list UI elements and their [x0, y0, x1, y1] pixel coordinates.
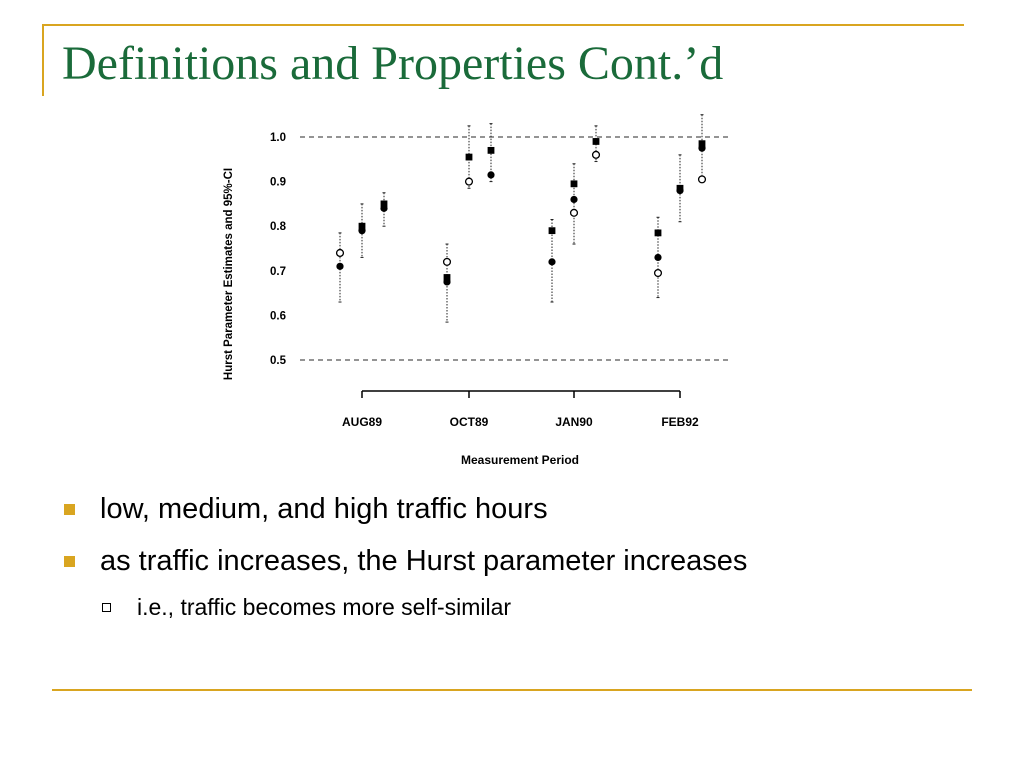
y-tick-label: 0.6 [270, 310, 286, 323]
bullet-square-icon [64, 504, 75, 515]
reference-lines [300, 137, 732, 360]
estimate-square [593, 138, 600, 145]
estimate-circle [337, 250, 344, 257]
estimate-dot [654, 254, 661, 261]
estimate-circle [444, 258, 451, 265]
data-marks [336, 115, 705, 322]
hurst-chart [214, 106, 744, 476]
estimate-circle [466, 178, 473, 185]
bullet-list [62, 488, 962, 622]
estimate-square [381, 201, 388, 208]
estimate-square [571, 180, 578, 187]
estimate-square [699, 140, 706, 147]
estimate-circle [593, 151, 600, 158]
y-tick-label: 1.0 [270, 132, 286, 144]
frame-bottom-rule [52, 689, 972, 691]
bullet-item [62, 540, 962, 582]
estimate-square [677, 185, 684, 192]
x-tick-label: FEB92 [661, 415, 699, 429]
bullet-text: low, medium, and high traffic hours [100, 492, 548, 525]
sub-bullet-item [102, 592, 962, 622]
x-tick-label: JAN90 [555, 415, 593, 429]
frame-left-rule [42, 24, 44, 96]
y-tick-label: 0.7 [270, 265, 286, 278]
estimate-square [488, 147, 495, 154]
estimate-square [359, 223, 366, 230]
hollow-box-bullet-icon [102, 603, 111, 612]
slide-title: Definitions and Properties Cont.’d [62, 37, 724, 90]
x-tick-label: AUG89 [341, 415, 383, 429]
estimate-square [466, 154, 473, 161]
x-axis [342, 391, 699, 429]
sub-bullet-text: i.e., traffic becomes more self-similar [137, 593, 512, 620]
estimate-dot [548, 258, 555, 265]
y-tick-label: 0.9 [270, 176, 286, 189]
estimate-square [444, 274, 451, 281]
y-tick-labels [270, 132, 287, 367]
bullet-square-icon [64, 556, 75, 567]
estimate-circle [571, 209, 578, 216]
estimate-dot [570, 196, 577, 203]
y-tick-label: 0.8 [270, 221, 286, 234]
frame-top-rule [42, 24, 964, 26]
x-axis-label: Measurement Period [460, 453, 580, 467]
y-axis-label: Hurst Parameter Estimates and 95%-CI [223, 167, 235, 381]
estimate-circle [655, 270, 662, 277]
estimate-circle [699, 176, 706, 183]
y-tick-label: 0.5 [270, 355, 286, 367]
estimate-square [655, 229, 662, 236]
x-tick-label: OCT89 [449, 415, 489, 429]
estimate-square [549, 227, 556, 234]
bullet-item [62, 488, 962, 530]
estimate-dot [487, 171, 494, 178]
estimate-dot [336, 263, 343, 270]
bullet-text: as traffic increases, the Hurst parameter increases [100, 544, 748, 577]
